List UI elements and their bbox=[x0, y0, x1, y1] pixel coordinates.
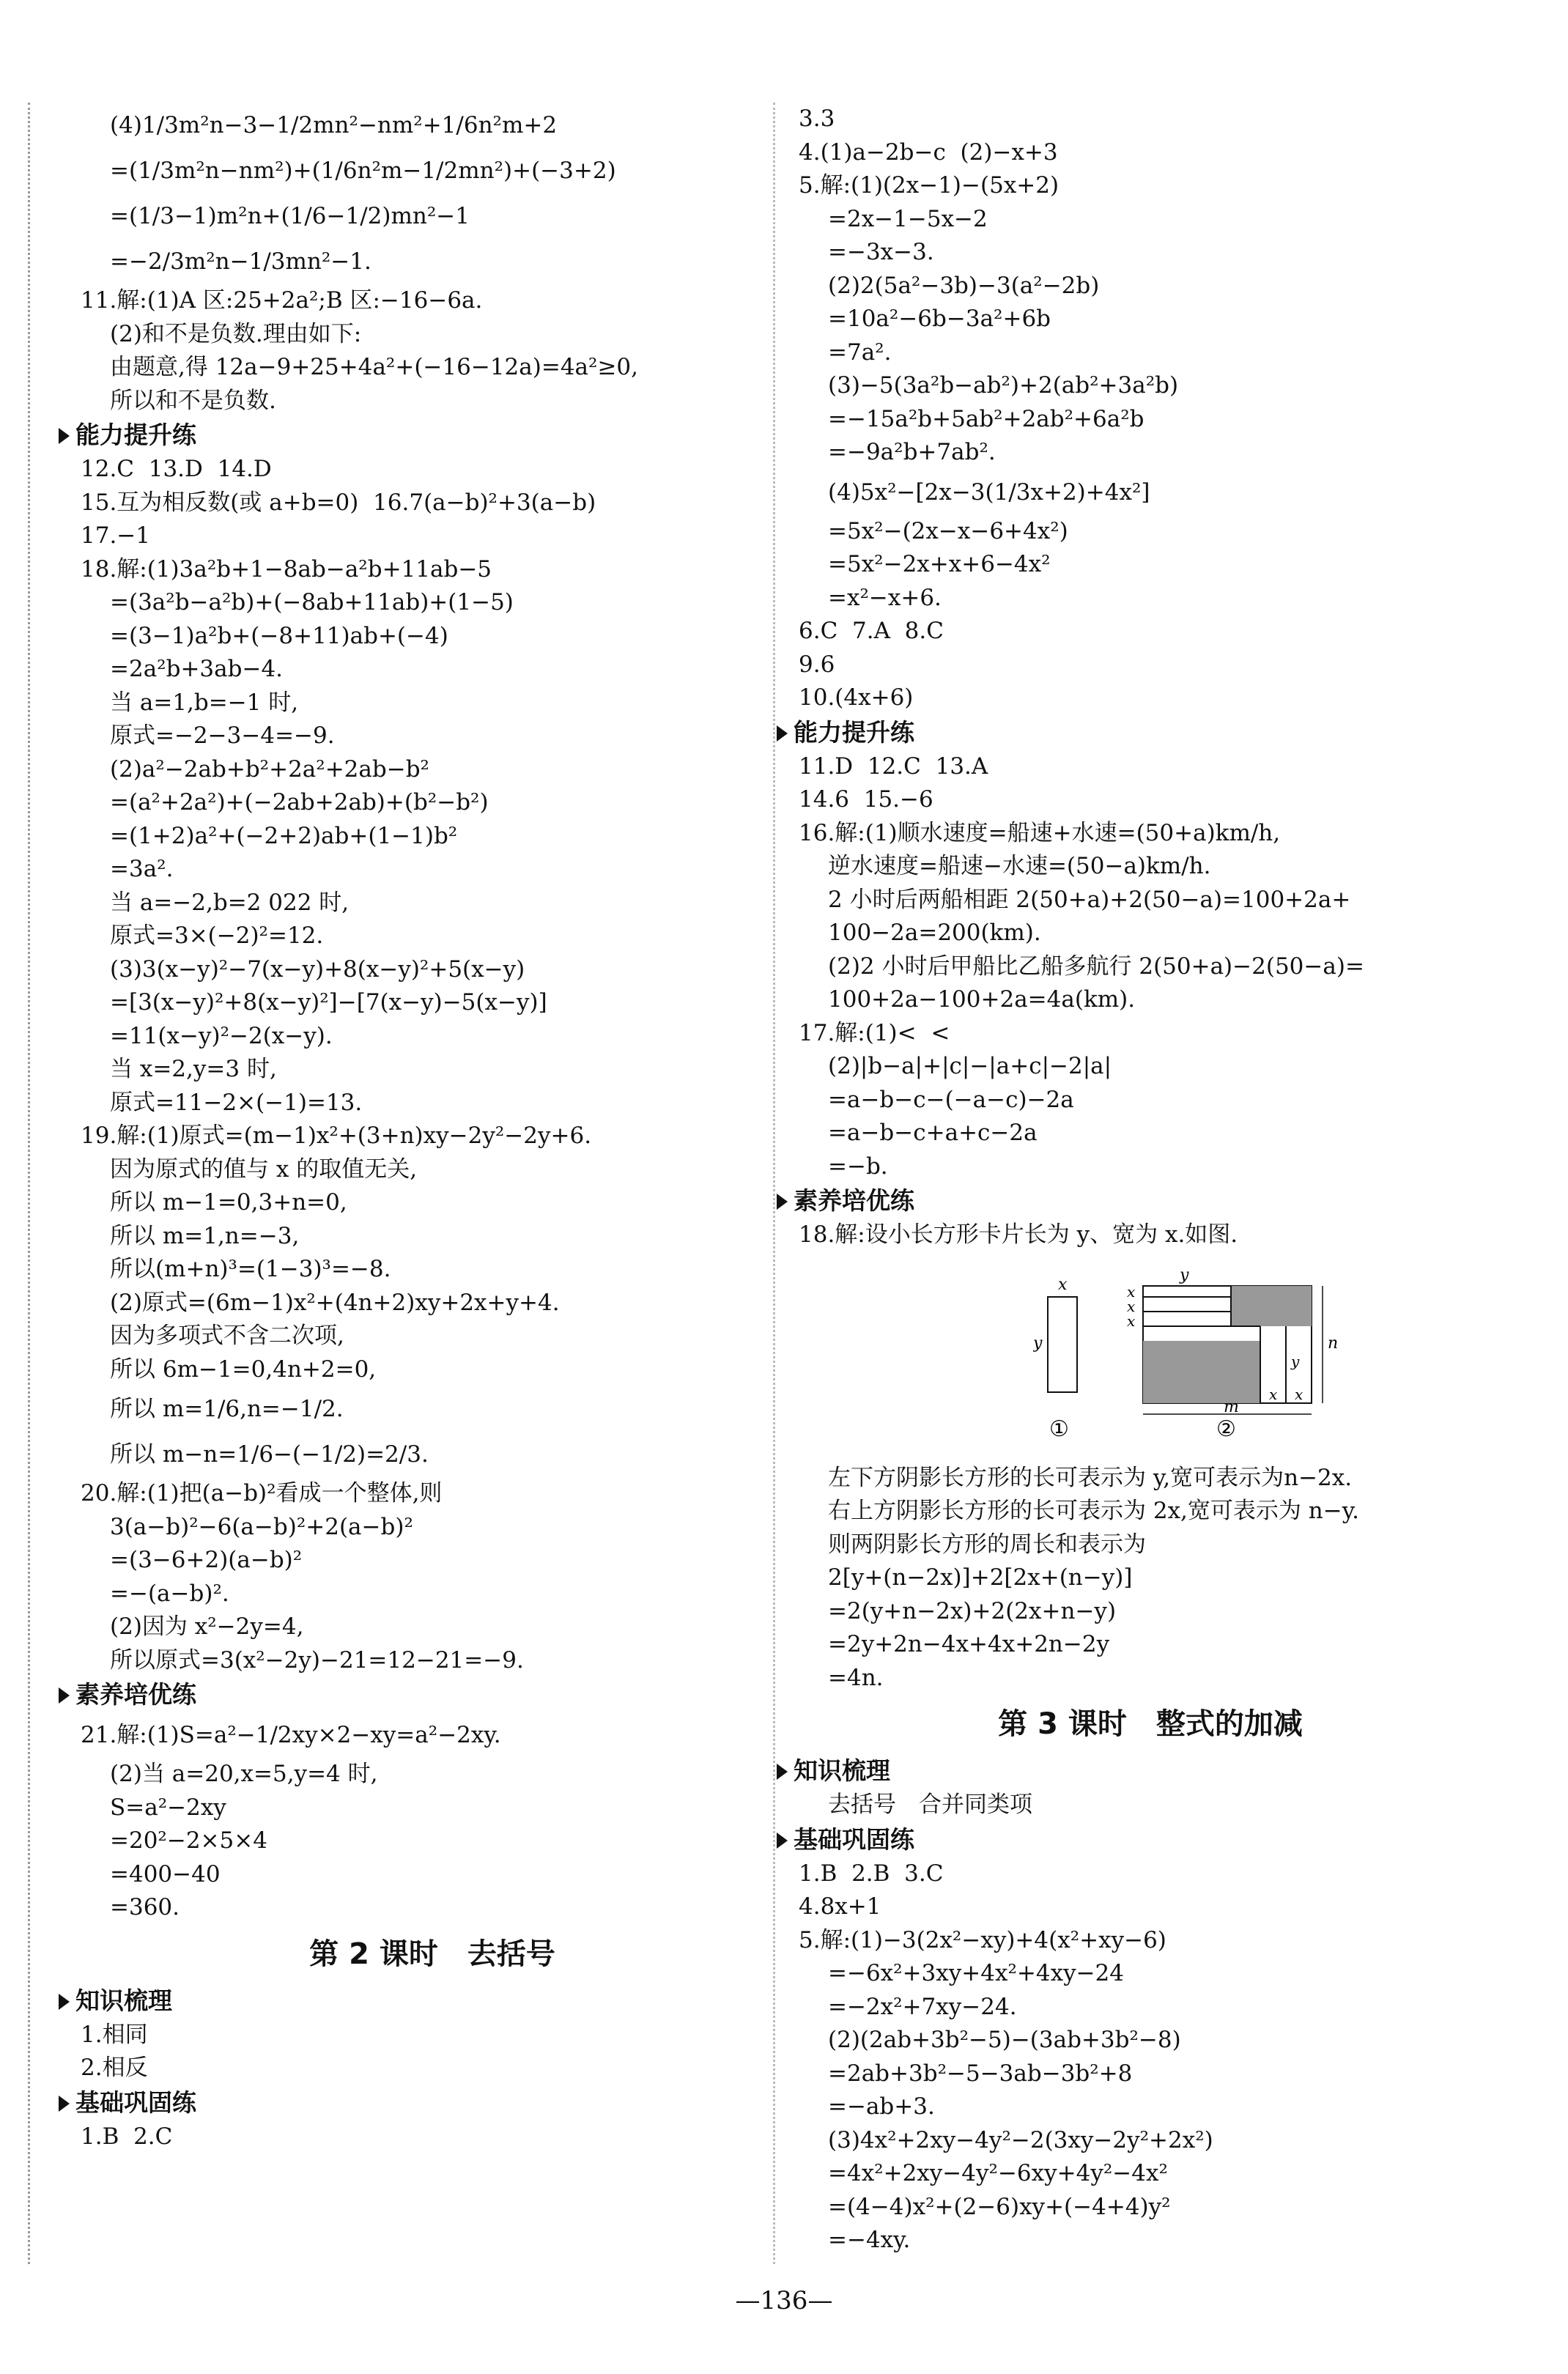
solution-line: =x²−x+6. bbox=[828, 584, 942, 611]
solution-line: =−4xy. bbox=[828, 2227, 911, 2253]
solution-line: (2)因为 x²−2y=4, bbox=[110, 1613, 304, 1640]
solution-line: =400−40 bbox=[110, 1860, 221, 1887]
solution-line: =20²−2×5×4 bbox=[110, 1827, 267, 1854]
section-heading bbox=[59, 1983, 784, 2019]
fig2-x1: x bbox=[1127, 1282, 1136, 1301]
question-answer: 18.解:设小长方形卡片长为 y、宽为 x.如图. bbox=[799, 1221, 1238, 1248]
question-answer: 21.解:(1)S=a²−1/2xy×2−xy=a²−2xy. bbox=[81, 1722, 501, 1748]
solution-line: =2y+2n−4x+4x+2n−2y bbox=[828, 1631, 1110, 1657]
lesson-title: 第 2 课时 去括号 bbox=[309, 1937, 555, 1971]
triangle-bullet-icon bbox=[777, 1194, 788, 1210]
question-answer: 10.(4x+6) bbox=[799, 684, 914, 711]
section-heading-text: 素养培优练 bbox=[75, 1680, 196, 1709]
question-answer: 16.解:(1)顺水速度=船速+水速=(50+a)km/h, bbox=[799, 819, 1281, 846]
question-answer: 1.B 2.C bbox=[81, 2123, 173, 2150]
question-answer: 17.解:(1)< < bbox=[799, 1019, 950, 1046]
question-answer: 4.8x+1 bbox=[799, 1893, 881, 1920]
fig2-x5: x bbox=[1295, 1385, 1303, 1403]
triangle-bullet-icon bbox=[777, 1764, 788, 1780]
solution-line: 所以 m=1/6,n=−1/2. bbox=[110, 1396, 344, 1422]
solution-line: =−(a−b)². bbox=[110, 1580, 229, 1607]
solution-line: =2ab+3b²−5−3ab−3b²+8 bbox=[828, 2060, 1133, 2087]
question-answer: 11.解:(1)A 区:25+2a²;B 区:−16−6a. bbox=[81, 287, 483, 314]
question-answer: 6.C 7.A 8.C bbox=[799, 618, 944, 644]
solution-line: =−3x−3. bbox=[828, 239, 934, 265]
solution-line: =(3−1)a²b+(−8+11)ab+(−4) bbox=[110, 622, 448, 649]
solution-line: =(1/3−1)m²n+(1/6−1/2)mn²−1 bbox=[110, 203, 470, 229]
solution-line: 当 a=1,b=−1 时, bbox=[110, 689, 299, 716]
question-answer: 5.解:(1)(2x−1)−(5x+2) bbox=[799, 172, 1059, 199]
solution-line: =10a²−6b−3a²+6b bbox=[828, 306, 1051, 332]
section-heading bbox=[59, 1677, 784, 1712]
section-heading bbox=[777, 715, 1502, 750]
question-answer: 4.(1)a−2b−c (2)−x+3 bbox=[799, 138, 1058, 166]
solution-line: =(1+2)a²+(−2+2)ab+(1−1)b² bbox=[110, 822, 458, 849]
solution-line: 所以(m+n)³=(1−3)³=−8. bbox=[110, 1256, 391, 1282]
solution-line: (2)和不是负数.理由如下: bbox=[110, 320, 362, 347]
solution-line: =(3−6+2)(a−b)² bbox=[110, 1547, 303, 1573]
solution-line: 原式=11−2×(−1)=13. bbox=[110, 1089, 363, 1116]
lesson-title: 第 3 课时 整式的加减 bbox=[998, 1707, 1303, 1741]
fig1-x-label: x bbox=[1058, 1275, 1068, 1294]
solution-line: 2[y+(n−2x)]+2[2x+(n−y)] bbox=[828, 1564, 1133, 1591]
solution-line: (2)a²−2ab+b²+2a²+2ab−b² bbox=[110, 755, 429, 783]
solution-line: (3)3(x−y)²−7(x−y)+8(x−y)²+5(x−y) bbox=[110, 955, 525, 983]
triangle-bullet-icon bbox=[59, 2096, 70, 2112]
triangle-bullet-icon bbox=[59, 428, 70, 444]
solution-line: 所以 m−n=1/6−(−1/2)=2/3. bbox=[110, 1441, 429, 1468]
solution-line: =−2/3m²n−1/3mn²−1. bbox=[110, 248, 371, 275]
question-answer: 2.相反 bbox=[81, 2055, 148, 2081]
solution-line: =360. bbox=[110, 1894, 180, 1920]
fig1-y-label: y bbox=[1033, 1334, 1043, 1353]
solution-line: =4x²+2xy−4y²−6xy+4y²−4x² bbox=[828, 2160, 1168, 2186]
question-answer: 12.C 13.D 14.D bbox=[81, 456, 272, 482]
solution-line: 由题意,得 12a−9+25+4a²+(−16−12a)=4a²≥0, bbox=[110, 354, 639, 380]
solution-line: 右上方阴影长方形的长可表示为 2x,宽可表示为 n−y. bbox=[828, 1498, 1359, 1524]
solution-line: 3(a−b)²−6(a−b)²+2(a−b)² bbox=[110, 1513, 413, 1540]
solution-line: =11(x−y)²−2(x−y). bbox=[110, 1022, 333, 1049]
fig2-x2: x bbox=[1127, 1297, 1136, 1315]
solution-line: (2)(2ab+3b²−5)−(3ab+3b²−8) bbox=[828, 2027, 1181, 2053]
triangle-bullet-icon bbox=[777, 1833, 788, 1849]
solution-line: (4)5x²−[2x−3(1/3x+2)+4x²] bbox=[828, 478, 1150, 506]
section-heading bbox=[777, 1183, 1502, 1219]
question-answer: 20.解:(1)把(a−b)²看成一个整体,则 bbox=[81, 1480, 443, 1506]
solution-line: 100+2a−100+2a=4a(km). bbox=[828, 986, 1136, 1013]
question-answer: 15.互为相反数(或 a+b=0) 16.7(a−b)²+3(a−b) bbox=[81, 489, 596, 516]
solution-line: =−6x²+3xy+4x²+4xy−24 bbox=[828, 1960, 1124, 1986]
question-answer: 5.解:(1)−3(2x²−xy)+4(x²+xy−6) bbox=[799, 1926, 1166, 1953]
solution-line: 所以原式=3(x²−2y)−21=12−21=−9. bbox=[110, 1646, 524, 1674]
solution-line: 原式=−2−3−4=−9. bbox=[110, 722, 335, 749]
fig2-y-top: y bbox=[1180, 1265, 1189, 1284]
triangle-bullet-icon bbox=[777, 725, 788, 742]
solution-line: =7a². bbox=[828, 339, 892, 366]
solution-line: 去括号 合并同类项 bbox=[828, 1791, 1032, 1818]
triangle-bullet-icon bbox=[59, 1687, 70, 1704]
question-answer: 1.B 2.B 3.C bbox=[799, 1860, 944, 1887]
solution-line: (2)当 a=20,x=5,y=4 时, bbox=[110, 1761, 378, 1787]
solution-line: =[3(x−y)²+8(x−y)²]−[7(x−y)−5(x−y)] bbox=[110, 989, 547, 1016]
solution-line: S=a²−2xy bbox=[110, 1794, 226, 1821]
solution-line: (3)−5(3a²b−ab²)+2(ab²+3a²b) bbox=[828, 372, 1179, 399]
solution-line: 因为原式的值与 x 的取值无关, bbox=[110, 1155, 418, 1183]
solution-line: 当 x=2,y=3 时, bbox=[110, 1056, 277, 1082]
solution-line: =(a²+2a²)+(−2ab+2ab)+(b²−b²) bbox=[110, 789, 489, 816]
solution-line: =(3a²b−a²b)+(−8ab+11ab)+(1−5) bbox=[110, 589, 514, 615]
fig1-number: ① bbox=[1049, 1416, 1069, 1442]
section-heading-text: 知识梳理 bbox=[794, 1756, 890, 1785]
solution-line: =−ab+3. bbox=[828, 2093, 935, 2120]
solution-line: 100−2a=200(km). bbox=[828, 920, 1041, 946]
solution-line: 2 小时后两船相距 2(50+a)+2(50−a)=100+2a+ bbox=[828, 886, 1351, 913]
solution-line: =(4−4)x²+(2−6)xy+(−4+4)y² bbox=[828, 2193, 1171, 2220]
question-answer: 19.解:(1)原式=(m−1)x²+(3+n)xy−2y²−2y+6. bbox=[81, 1123, 592, 1149]
solution-line: 所以 m=1,n=−3, bbox=[110, 1222, 300, 1249]
section-heading bbox=[59, 2085, 784, 2120]
question-answer: 11.D 12.C 13.A bbox=[799, 752, 988, 780]
section-heading-text: 基础巩固练 bbox=[794, 1824, 914, 1854]
solution-line: 原式=3×(−2)²=12. bbox=[110, 922, 324, 949]
section-heading-text: 基础巩固练 bbox=[75, 2088, 196, 2117]
solution-line: =3a². bbox=[110, 856, 174, 882]
triangle-bullet-icon bbox=[59, 1994, 70, 2010]
question-answer: 17.−1 bbox=[81, 522, 150, 549]
fig2-x3: x bbox=[1127, 1312, 1136, 1330]
question-answer: 14.6 15.−6 bbox=[799, 786, 933, 813]
solution-line: 所以 m−1=0,3+n=0, bbox=[110, 1189, 347, 1216]
solution-line: 逆水速度=船速−水速=(50−a)km/h. bbox=[828, 853, 1211, 879]
rectangle-figure bbox=[1033, 1257, 1487, 1454]
solution-line: (4)1/3m²n−3−1/2mn²−nm²+1/6n²m+2 bbox=[110, 112, 558, 138]
solution-line: 所以和不是负数. bbox=[110, 387, 276, 414]
solution-line: (2)2 小时后甲船比乙船多航行 2(50+a)−2(50−a)= bbox=[828, 953, 1364, 980]
right-column bbox=[794, 103, 1502, 2257]
margin-dotted-line bbox=[28, 103, 30, 2264]
left-column bbox=[75, 103, 784, 2153]
solution-line: 则两阴影长方形的周长和表示为 bbox=[828, 1531, 1146, 1558]
solution-line: (2)原式=(6m−1)x²+(4n+2)xy+2x+y+4. bbox=[110, 1289, 560, 1316]
solution-line: (2)|b−a|+|c|−|a+c|−2|a| bbox=[828, 1053, 1112, 1079]
solution-line: =a−b−c+a+c−2a bbox=[828, 1120, 1038, 1146]
solution-line: 所以 6m−1=0,4n+2=0, bbox=[110, 1356, 377, 1383]
section-heading bbox=[59, 418, 784, 453]
solution-line: =2(y+n−2x)+2(2x+n−y) bbox=[828, 1597, 1117, 1624]
solution-line: 左下方阴影长方形的长可表示为 y,宽可表示为n−2x. bbox=[828, 1464, 1353, 1491]
fig2-number: ② bbox=[1216, 1416, 1236, 1442]
solution-line: 因为多项式不含二次项, bbox=[110, 1323, 344, 1349]
section-heading-text: 素养培优练 bbox=[794, 1186, 914, 1215]
solution-line: =−15a²b+5ab²+2ab²+6a²b bbox=[828, 405, 1144, 432]
solution-line: =5x²−2x+x+6−4x² bbox=[828, 551, 1051, 577]
solution-line: =−9a²b+7ab². bbox=[828, 439, 996, 465]
question-answer: 9.6 bbox=[799, 651, 835, 678]
solution-line: =a−b−c−(−a−c)−2a bbox=[828, 1086, 1074, 1113]
fig2-x4: x bbox=[1269, 1385, 1278, 1403]
solution-line: =(1/3m²n−nm²)+(1/6n²m−1/2mn²)+(−3+2) bbox=[110, 158, 616, 184]
solution-line: (3)4x²+2xy−4y²−2(3xy−2y²+2x²) bbox=[828, 2126, 1213, 2153]
solution-line: 当 a=−2,b=2 022 时, bbox=[110, 889, 350, 916]
section-heading-text: 知识梳理 bbox=[75, 1986, 172, 2015]
fig2-m: m bbox=[1224, 1397, 1239, 1416]
section-heading bbox=[777, 1753, 1502, 1789]
section-heading-text: 能力提升练 bbox=[794, 717, 914, 747]
solution-line: =5x²−(2x−x−6+4x²) bbox=[828, 517, 1068, 544]
solution-line: =2x−1−5x−2 bbox=[828, 205, 988, 232]
solution-line: (2)2(5a²−3b)−3(a²−2b) bbox=[828, 272, 1100, 299]
fig2-y-right: y bbox=[1291, 1352, 1300, 1370]
solution-line: =4n. bbox=[828, 1664, 884, 1691]
section-heading-text: 能力提升练 bbox=[75, 421, 196, 449]
solution-line: =−2x²+7xy−24. bbox=[828, 1993, 1017, 2020]
solution-line: =−b. bbox=[828, 1153, 888, 1180]
fig2-n: n bbox=[1328, 1334, 1339, 1353]
section-heading bbox=[777, 1822, 1502, 1857]
question-answer: 3.3 bbox=[799, 106, 835, 132]
solution-line: =2a²b+3ab−4. bbox=[110, 656, 284, 682]
page-number: —136— bbox=[735, 2286, 833, 2315]
question-answer: 18.解:(1)3a²b+1−8ab−a²b+11ab−5 bbox=[81, 555, 492, 583]
question-answer: 1.相同 bbox=[81, 2021, 148, 2048]
